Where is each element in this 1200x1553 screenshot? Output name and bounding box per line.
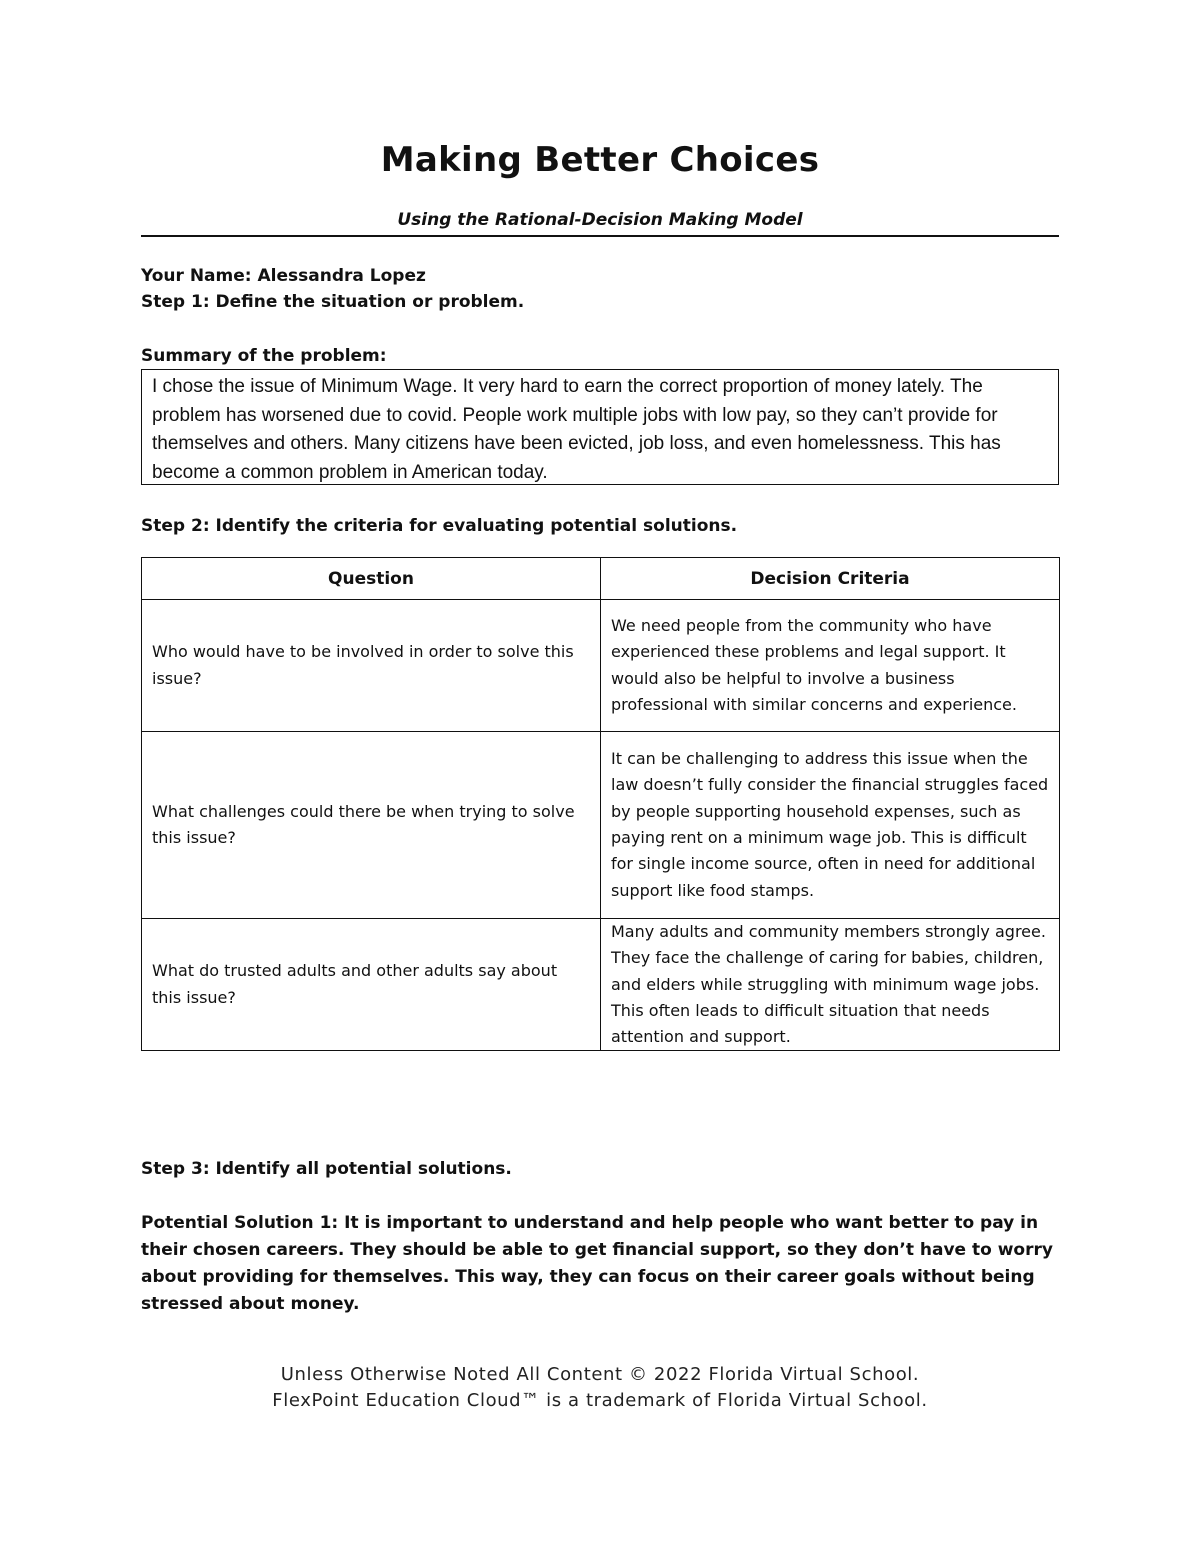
column-header-decision-criteria: Decision Criteria bbox=[601, 558, 1060, 600]
page-subtitle: Using the Rational-Decision Making Model bbox=[397, 210, 803, 230]
step2-heading: Step 2: Identify the criteria for evaluating potential solutions. bbox=[141, 516, 738, 536]
footer-copyright: Unless Otherwise Noted All Content © 2022 Florida Virtual School. bbox=[280, 1364, 920, 1385]
student-name: Your Name: Alessandra Lopez bbox=[141, 266, 426, 286]
question-cell: Who would have to be involved in order to solve this issue? bbox=[142, 600, 601, 732]
summary-box: I chose the issue of Minimum Wage. It very hard to earn the correct proportion of money lately. The problem has worsened due to covid. People work multiple jobs with low pay, so they can’t provide for themselves and others. Many citizens have been evicted, job loss, and even homelessness. This has become a common problem in American today. bbox=[141, 369, 1059, 485]
page-title: Making Better Choices bbox=[380, 140, 820, 180]
step1-heading: Step 1: Define the situation or problem. bbox=[141, 292, 525, 312]
column-header-question: Question bbox=[142, 558, 601, 600]
criteria-cell: We need people from the community who have experienced these problems and legal support. It would also be helpful to involve a business professional with similar concerns and experience. bbox=[601, 600, 1060, 732]
summary-label: Summary of the problem: bbox=[141, 346, 387, 366]
criteria-table bbox=[141, 557, 1060, 1051]
table-row bbox=[142, 732, 1060, 919]
question-cell: What do trusted adults and other adults say about this issue? bbox=[142, 919, 601, 1051]
footer-trademark: FlexPoint Education Cloud™ is a trademark of Florida Virtual School. bbox=[272, 1390, 928, 1411]
step3-heading: Step 3: Identify all potential solutions. bbox=[141, 1159, 512, 1179]
criteria-cell: It can be challenging to address this issue when the law doesn’t fully consider the financial struggles faced by people supporting household expenses, such as paying rent on a minimum wage job. This is difficult for single income source, often in need for additional support like food stamps. bbox=[601, 732, 1060, 919]
table-header-row bbox=[142, 558, 1060, 600]
table-row bbox=[142, 919, 1060, 1051]
table-row bbox=[142, 600, 1060, 732]
criteria-cell: Many adults and community members strongly agree. They face the challenge of caring for babies, children, and elders while struggling with minimum wage jobs. This often leads to difficult situation that needs attention and support. bbox=[601, 919, 1060, 1051]
title-divider bbox=[141, 235, 1059, 237]
question-cell: What challenges could there be when trying to solve this issue? bbox=[142, 732, 601, 919]
potential-solution-1: Potential Solution 1: It is important to understand and help people who want better to pay in their chosen careers. They should be able to get financial support, so they don’t have to worry about providing for themselves. This way, they can focus on their career goals without being stressed about money. bbox=[141, 1213, 1053, 1314]
